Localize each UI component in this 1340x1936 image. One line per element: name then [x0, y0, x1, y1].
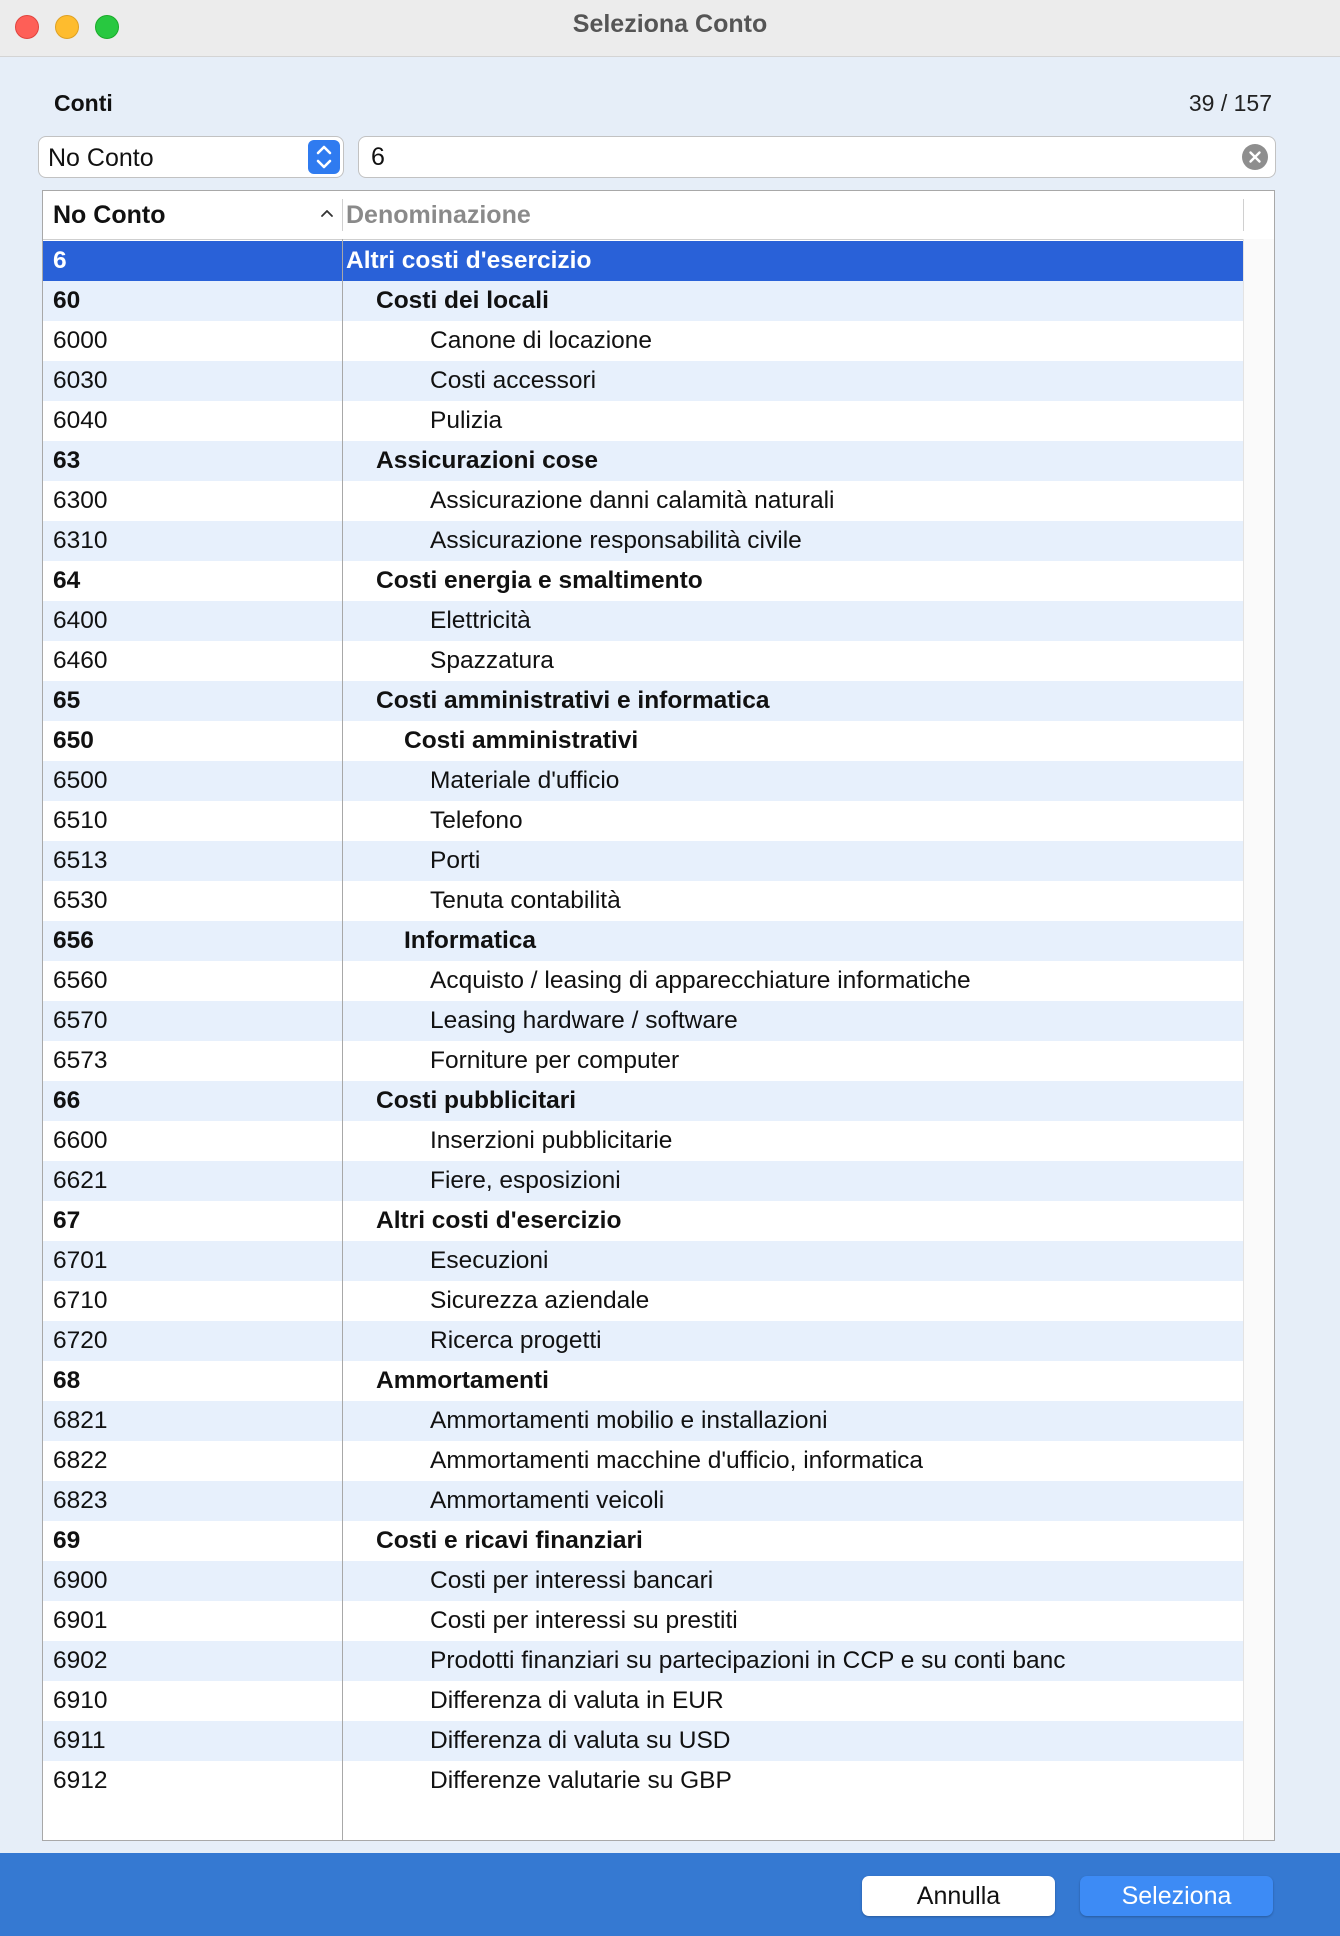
- table-row[interactable]: [43, 1201, 1243, 1241]
- table-row[interactable]: [43, 1001, 1243, 1041]
- account-code: 6621: [53, 1167, 108, 1194]
- account-name: Porti: [430, 847, 481, 874]
- account-name: Costi per interessi bancari: [430, 1567, 714, 1594]
- account-name: Ammortamenti veicoli: [430, 1487, 665, 1514]
- table-row[interactable]: [43, 1241, 1243, 1281]
- account-name: Inserzioni pubblicitarie: [430, 1127, 673, 1154]
- table-row[interactable]: [43, 321, 1243, 361]
- accounts-table[interactable]: [42, 190, 1275, 1841]
- account-name: Informatica: [404, 927, 537, 954]
- account-name: Pulizia: [430, 407, 503, 434]
- account-name: Altri costi d'esercizio: [376, 1207, 622, 1234]
- table-row[interactable]: [43, 681, 1243, 721]
- account-code: 60: [53, 287, 81, 314]
- table-row[interactable]: [43, 881, 1243, 921]
- account-name: Sicurezza aziendale: [430, 1287, 650, 1314]
- field-select[interactable]: [38, 136, 344, 178]
- column-header-name[interactable]: Denominazione: [346, 201, 531, 229]
- table-row[interactable]: [43, 1401, 1243, 1441]
- table-row[interactable]: [43, 1641, 1243, 1681]
- account-name: Ammortamenti: [376, 1367, 549, 1394]
- account-name: Elettricità: [430, 607, 531, 634]
- account-code: 6530: [53, 887, 108, 914]
- account-code: 6720: [53, 1327, 108, 1354]
- window-title: Seleziona Conto: [572, 10, 768, 38]
- search-input-value: 6: [371, 143, 385, 171]
- table-row[interactable]: [43, 1321, 1243, 1361]
- account-code: 6710: [53, 1287, 108, 1314]
- account-code: 6570: [53, 1007, 108, 1034]
- table-row[interactable]: [43, 1081, 1243, 1121]
- account-name: Costi dei locali: [376, 287, 549, 314]
- account-code: 68: [53, 1367, 81, 1394]
- account-code: 6823: [53, 1487, 108, 1514]
- account-name: Ricerca progetti: [430, 1327, 602, 1354]
- table-row[interactable]: [43, 441, 1243, 481]
- table-row[interactable]: [43, 961, 1243, 1001]
- cancel-button[interactable]: Annulla: [862, 1876, 1055, 1916]
- table-row[interactable]: [43, 561, 1243, 601]
- account-code: 6900: [53, 1567, 108, 1594]
- account-name: Differenza di valuta in EUR: [430, 1687, 724, 1714]
- column-separator: [342, 239, 343, 1841]
- account-name: Prodotti finanziari su partecipazioni in CCP e su conti banc: [430, 1647, 1066, 1674]
- title-bar: [0, 0, 1340, 57]
- account-code: 6460: [53, 647, 108, 674]
- account-code: 63: [53, 447, 81, 474]
- account-code: 6510: [53, 807, 108, 834]
- account-code: 6573: [53, 1047, 108, 1074]
- table-row[interactable]: [43, 841, 1243, 881]
- table-row[interactable]: [43, 1481, 1243, 1521]
- account-code: 6000: [53, 327, 108, 354]
- account-name: Ammortamenti mobilio e installazioni: [430, 1407, 828, 1434]
- account-name: Canone di locazione: [430, 327, 653, 354]
- account-name: Assicurazione danni calamità naturali: [430, 487, 835, 514]
- account-code: 6310: [53, 527, 108, 554]
- account-name: Tenuta contabilità: [430, 887, 621, 914]
- account-code: 6: [53, 247, 67, 274]
- account-name: Telefono: [430, 807, 523, 834]
- account-code: 6560: [53, 967, 108, 994]
- table-row[interactable]: [43, 1361, 1243, 1401]
- table-row[interactable]: [43, 1681, 1243, 1721]
- account-name: Acquisto / leasing di apparecchiature informatiche: [430, 967, 971, 994]
- column-header-code[interactable]: No Conto: [53, 201, 166, 229]
- account-name: Costi energia e smaltimento: [376, 567, 703, 594]
- clear-search-icon[interactable]: [1242, 144, 1268, 170]
- table-row[interactable]: [43, 521, 1243, 561]
- account-name: Esecuzioni: [430, 1247, 549, 1274]
- select-button[interactable]: Seleziona: [1080, 1876, 1273, 1916]
- account-code: 6513: [53, 847, 108, 874]
- account-name: Differenze valutarie su GBP: [430, 1767, 732, 1794]
- table-row[interactable]: [43, 1721, 1243, 1761]
- table-row[interactable]: [43, 1121, 1243, 1161]
- account-code: 66: [53, 1087, 81, 1114]
- column-divider: [1243, 199, 1244, 231]
- table-row[interactable]: [43, 1561, 1243, 1601]
- table-row[interactable]: [43, 481, 1243, 521]
- account-code: 6911: [53, 1727, 106, 1754]
- account-name: Fiere, esposizioni: [430, 1167, 621, 1194]
- account-name: Differenza di valuta su USD: [430, 1727, 731, 1754]
- table-row[interactable]: [43, 241, 1243, 281]
- account-code: 6821: [53, 1407, 108, 1434]
- account-code: 6902: [53, 1647, 108, 1674]
- account-name: Spazzatura: [430, 647, 554, 674]
- account-code: 656: [53, 927, 94, 954]
- search-input[interactable]: [358, 136, 1276, 178]
- account-code: 6910: [53, 1687, 108, 1714]
- account-code: 6030: [53, 367, 108, 394]
- vertical-scroll-track[interactable]: [1243, 239, 1275, 1841]
- footer-bar: [0, 1853, 1340, 1936]
- table-row[interactable]: [43, 921, 1243, 961]
- account-code: 69: [53, 1527, 81, 1554]
- account-name: Costi amministrativi e informatica: [376, 687, 770, 714]
- account-code: 6500: [53, 767, 108, 794]
- account-name: Costi amministrativi: [404, 727, 639, 754]
- table-row[interactable]: [43, 801, 1243, 841]
- account-name: Ammortamenti macchine d'ufficio, informatica: [430, 1447, 924, 1474]
- table-row[interactable]: [43, 1761, 1243, 1801]
- field-select-value: No Conto: [48, 144, 154, 172]
- account-code: 65: [53, 687, 81, 714]
- account-name: Materiale d'ufficio: [430, 767, 620, 794]
- account-code: 6912: [53, 1767, 108, 1794]
- table-row[interactable]: [43, 601, 1243, 641]
- account-code: 6901: [53, 1607, 108, 1634]
- table-row[interactable]: [43, 281, 1243, 321]
- account-name: Costi per interessi su prestiti: [430, 1607, 738, 1634]
- account-code: 650: [53, 727, 94, 754]
- section-label: Conti: [54, 90, 113, 116]
- chevron-up-icon: [317, 203, 337, 223]
- table-row[interactable]: [43, 721, 1243, 761]
- account-name: Assicurazione responsabilità civile: [430, 527, 802, 554]
- table-header: [43, 191, 1274, 240]
- account-code: 6300: [53, 487, 108, 514]
- table-row[interactable]: [43, 401, 1243, 441]
- account-name: Costi e ricavi finanziari: [376, 1527, 643, 1554]
- table-row[interactable]: [43, 1281, 1243, 1321]
- column-divider[interactable]: [342, 199, 343, 231]
- record-count: 39 / 157: [1188, 90, 1272, 116]
- table-row[interactable]: [43, 761, 1243, 801]
- account-code: 67: [53, 1207, 81, 1234]
- account-name: Forniture per computer: [430, 1047, 680, 1074]
- account-name: Assicurazioni cose: [376, 447, 598, 474]
- account-name: Costi pubblicitari: [376, 1087, 577, 1114]
- account-code: 6822: [53, 1447, 108, 1474]
- account-name: Costi accessori: [430, 367, 597, 394]
- table-row[interactable]: [43, 361, 1243, 401]
- table-row[interactable]: [43, 1041, 1243, 1081]
- account-code: 6400: [53, 607, 108, 634]
- updown-chevron-icon[interactable]: [308, 140, 340, 174]
- account-code: 6701: [53, 1247, 108, 1274]
- account-name: Leasing hardware / software: [430, 1007, 738, 1034]
- account-code: 64: [53, 567, 81, 594]
- table-row[interactable]: [43, 641, 1243, 681]
- table-row[interactable]: [43, 1521, 1243, 1561]
- table-body: [43, 241, 1243, 1801]
- account-code: 6040: [53, 407, 108, 434]
- table-row[interactable]: [43, 1161, 1243, 1201]
- table-row[interactable]: [43, 1601, 1243, 1641]
- table-row[interactable]: [43, 1441, 1243, 1481]
- account-name: Altri costi d'esercizio: [346, 247, 592, 274]
- account-code: 6600: [53, 1127, 108, 1154]
